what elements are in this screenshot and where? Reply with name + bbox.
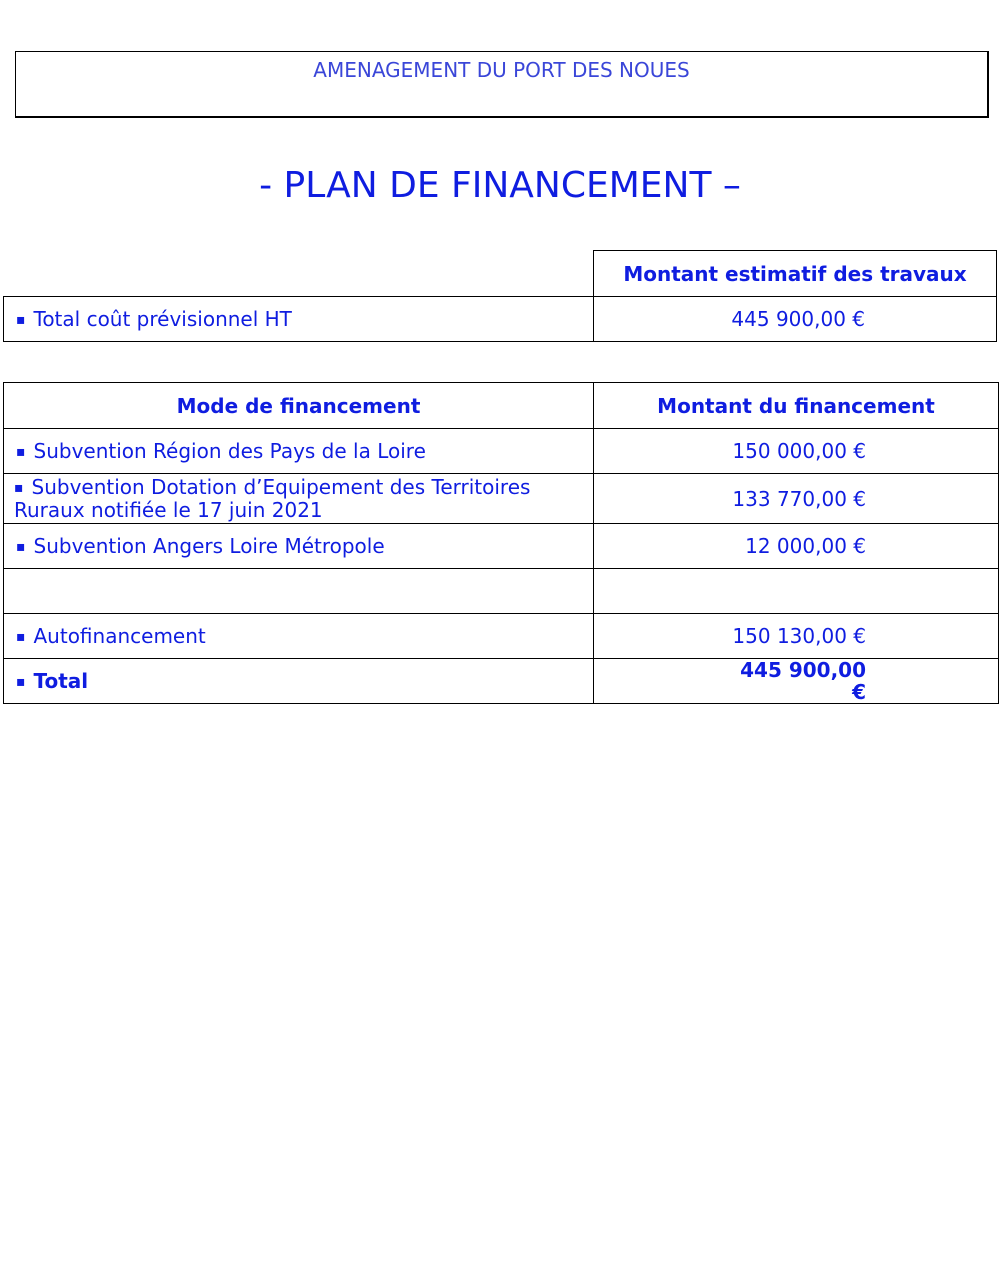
- cost-table-header: Montant estimatif des travaux: [594, 251, 997, 297]
- cost-table: [3, 250, 997, 342]
- total-label-cell: [4, 659, 594, 704]
- cost-table-header-row: [4, 251, 997, 297]
- table-row: [4, 474, 999, 524]
- financing-table-header-row: [4, 383, 999, 429]
- row-amount-cell: [594, 474, 999, 524]
- row-label-cell: [4, 524, 594, 569]
- row-amount: 150 130,00 €: [732, 624, 866, 648]
- total-amount: 445 900,00 €: [740, 658, 866, 704]
- total-row: [4, 659, 999, 704]
- row-label: Autofinancement: [33, 623, 206, 648]
- total-amount-cell: [594, 659, 999, 704]
- row-amount-cell: [594, 614, 999, 659]
- financing-table: [3, 382, 999, 704]
- bullet-icon: ▪: [16, 673, 26, 690]
- row-amount: 133 770,00 €: [732, 486, 866, 511]
- row-amount-cell: [594, 297, 997, 342]
- table-row: [4, 297, 997, 342]
- row-label: Subvention Angers Loire Métropole: [33, 533, 385, 558]
- row-label-cell: [4, 429, 594, 474]
- row-label-cell: [4, 569, 594, 614]
- project-title: AMENAGEMENT DU PORT DES NOUES: [313, 58, 690, 82]
- total-label: Total: [33, 668, 89, 693]
- plan-title: - PLAN DE FINANCEMENT –: [259, 165, 741, 206]
- row-amount-cell: [594, 569, 999, 614]
- bullet-icon: ▪: [14, 480, 24, 496]
- row-amount-cell: [594, 429, 999, 474]
- row-label: Subvention Région des Pays de la Loire: [33, 438, 426, 463]
- row-amount: 150 000,00 €: [732, 439, 866, 463]
- table-row: [4, 429, 999, 474]
- row-label-cell: [4, 614, 594, 659]
- table-row: [4, 614, 999, 659]
- row-label-cell: [4, 297, 594, 342]
- row-label-cell: [4, 474, 594, 524]
- bullet-icon: ▪: [16, 311, 26, 328]
- bullet-icon: ▪: [16, 443, 26, 460]
- row-amount: 445 900,00 €: [731, 307, 865, 331]
- project-header-box: [15, 51, 989, 118]
- header-mode: Mode de financement: [4, 383, 594, 429]
- bullet-icon: ▪: [16, 538, 26, 555]
- row-label: Subvention Dotation d’Equipement des Territoires Ruraux notifiée le 17 juin 2021: [14, 475, 531, 522]
- row-label: Total coût prévisionnel HT: [33, 306, 292, 331]
- row-amount-cell: [594, 524, 999, 569]
- table-row-empty: [4, 569, 999, 614]
- header-amount: Montant du financement: [594, 383, 999, 429]
- row-amount: 12 000,00 €: [745, 534, 866, 558]
- table-row: [4, 524, 999, 569]
- bullet-icon: ▪: [16, 628, 26, 645]
- cost-table-empty-cell: [4, 251, 594, 297]
